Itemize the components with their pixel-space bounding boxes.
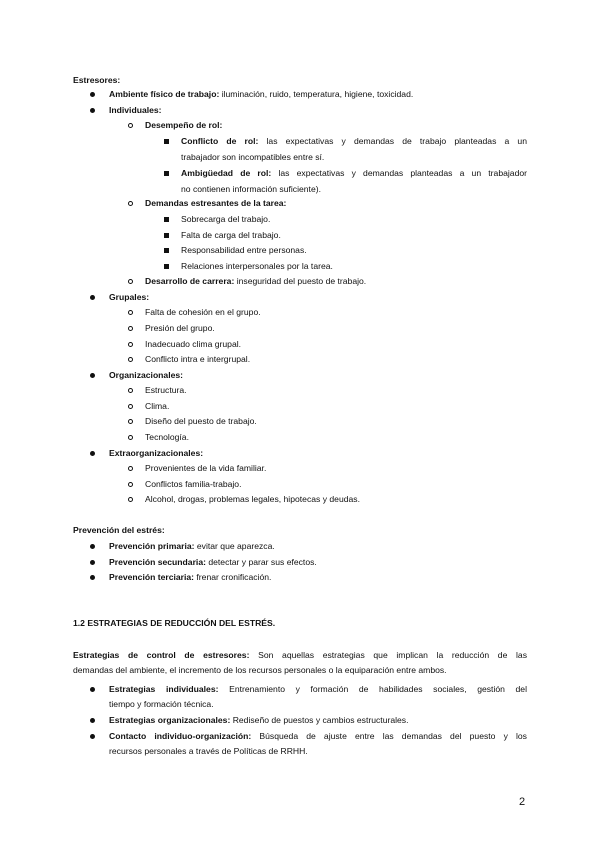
bullet-circle [128,279,133,284]
bullet-circle [128,419,133,424]
ambiguedad-line2: no contienen información suficiente). [181,184,321,194]
extraorganizacionales-item: Provenientes de la vida familiar. [145,463,267,473]
bullet-dot [90,734,95,739]
bullet-circle [128,497,133,502]
ambiguedad-item: Ambigüedad de rol: las expectativas y demandas planteadas a un trabajador [181,168,527,178]
grupales-item: Falta de cohesión en el grupo. [145,307,261,317]
bullet-square [164,264,169,269]
organizacionales-item: Diseño del puesto de trabajo. [145,416,257,426]
estrategia-item: Estrategias organizacionales: Rediseño de puestos y cambios estructurales. [109,715,409,725]
bullet-circle [128,123,133,128]
organizacionales-item: Tecnología. [145,432,189,442]
bullet-circle [128,310,133,315]
desempeno-label: Desempeño de rol: [145,120,223,130]
extraorganizacionales-item: Conflictos familia-trabajo. [145,479,242,489]
organizacionales-item: Estructura. [145,385,187,395]
bullet-circle [128,388,133,393]
bullet-dot [90,544,95,549]
organizacionales-item: Clima. [145,401,170,411]
bullet-circle [128,357,133,362]
carrera-item: Desarrollo de carrera: inseguridad del puesto de trabajo. [145,276,367,286]
extraorganizacionales-item: Alcohol, drogas, problemas legales, hipotecas y deudas. [145,494,360,504]
extraorganizacionales-label: Extraorganizacionales: [109,448,204,458]
conflicto-line2: trabajador son incompatibles entre sí. [181,152,325,162]
bullet-circle [128,201,133,206]
estrategia-item-line2: recursos personales a través de Políticas de RRHH. [109,746,308,756]
prevencion-item: Prevención secundaria: detectar y parar sus efectos. [109,557,317,567]
prevencion-heading: Prevención del estrés: [73,525,165,535]
bullet-dot [90,108,95,113]
demandas-item: Sobrecarga del trabajo. [181,214,271,224]
demandas-item: Responsabilidad entre personas. [181,245,307,255]
page-number: 2 [519,796,526,808]
prevencion-item: Prevención primaria: evitar que aparezca. [109,541,275,551]
individuales-label: Individuales: [109,105,162,115]
bullet-dot [90,92,95,97]
organizacionales-label: Organizacionales: [109,370,184,380]
bullet-square [164,248,169,253]
control-paragraph-line1: Estrategias de control de estresores: Son aquellas estrategias que implican la reducción de las [73,650,527,660]
bullet-dot [90,295,95,300]
demandas-item: Falta de carga del trabajo. [181,230,281,240]
bullet-square [164,233,169,238]
bullet-dot [90,575,95,580]
bullet-square [164,139,169,144]
control-paragraph-line2: demandas del ambiente, el incremento de los recursos personales o la equiparación entre ambos. [73,665,447,675]
bullet-circle [128,326,133,331]
bullet-dot [90,718,95,723]
bullet-circle [128,435,133,440]
bullet-dot [90,687,95,692]
grupales-item: Conflicto intra e intergrupal. [145,354,251,364]
bullet-dot [90,373,95,378]
demandas-label: Demandas estresantes de la tarea: [145,198,287,208]
conflicto-item: Conflicto de rol: las expectativas y demandas de trabajo planteadas a un [181,136,527,146]
bullet-dot [90,560,95,565]
estrategia-item-line2: tiempo y formación técnica. [109,699,214,709]
bullet-circle [128,342,133,347]
section-title: 1.2 ESTRATEGIAS DE REDUCCIÓN DEL ESTRÉS. [73,618,276,628]
estresores-heading: Estresores: [73,75,121,85]
estrategia-item: Estrategias individuales: Entrenamiento y formación de habilidades sociales, gestión del [109,684,527,694]
prevencion-item: Prevención terciaria: frenar cronificación. [109,572,272,582]
bullet-square [164,217,169,222]
ambiente-item: Ambiente físico de trabajo: iluminación, ruido, temperatura, higiene, toxicidad. [109,89,414,99]
bullet-circle [128,404,133,409]
bullet-circle [128,482,133,487]
bullet-dot [90,451,95,456]
grupales-item: Inadecuado clima grupal. [145,339,242,349]
bullet-square [164,171,169,176]
estrategia-item: Contacto individuo-organización: Búsqueda de ajuste entre las demandas del puesto y los [109,731,527,741]
grupales-item: Presión del grupo. [145,323,215,333]
bullet-circle [128,466,133,471]
grupales-label: Grupales: [109,292,150,302]
demandas-item: Relaciones interpersonales por la tarea. [181,261,333,271]
